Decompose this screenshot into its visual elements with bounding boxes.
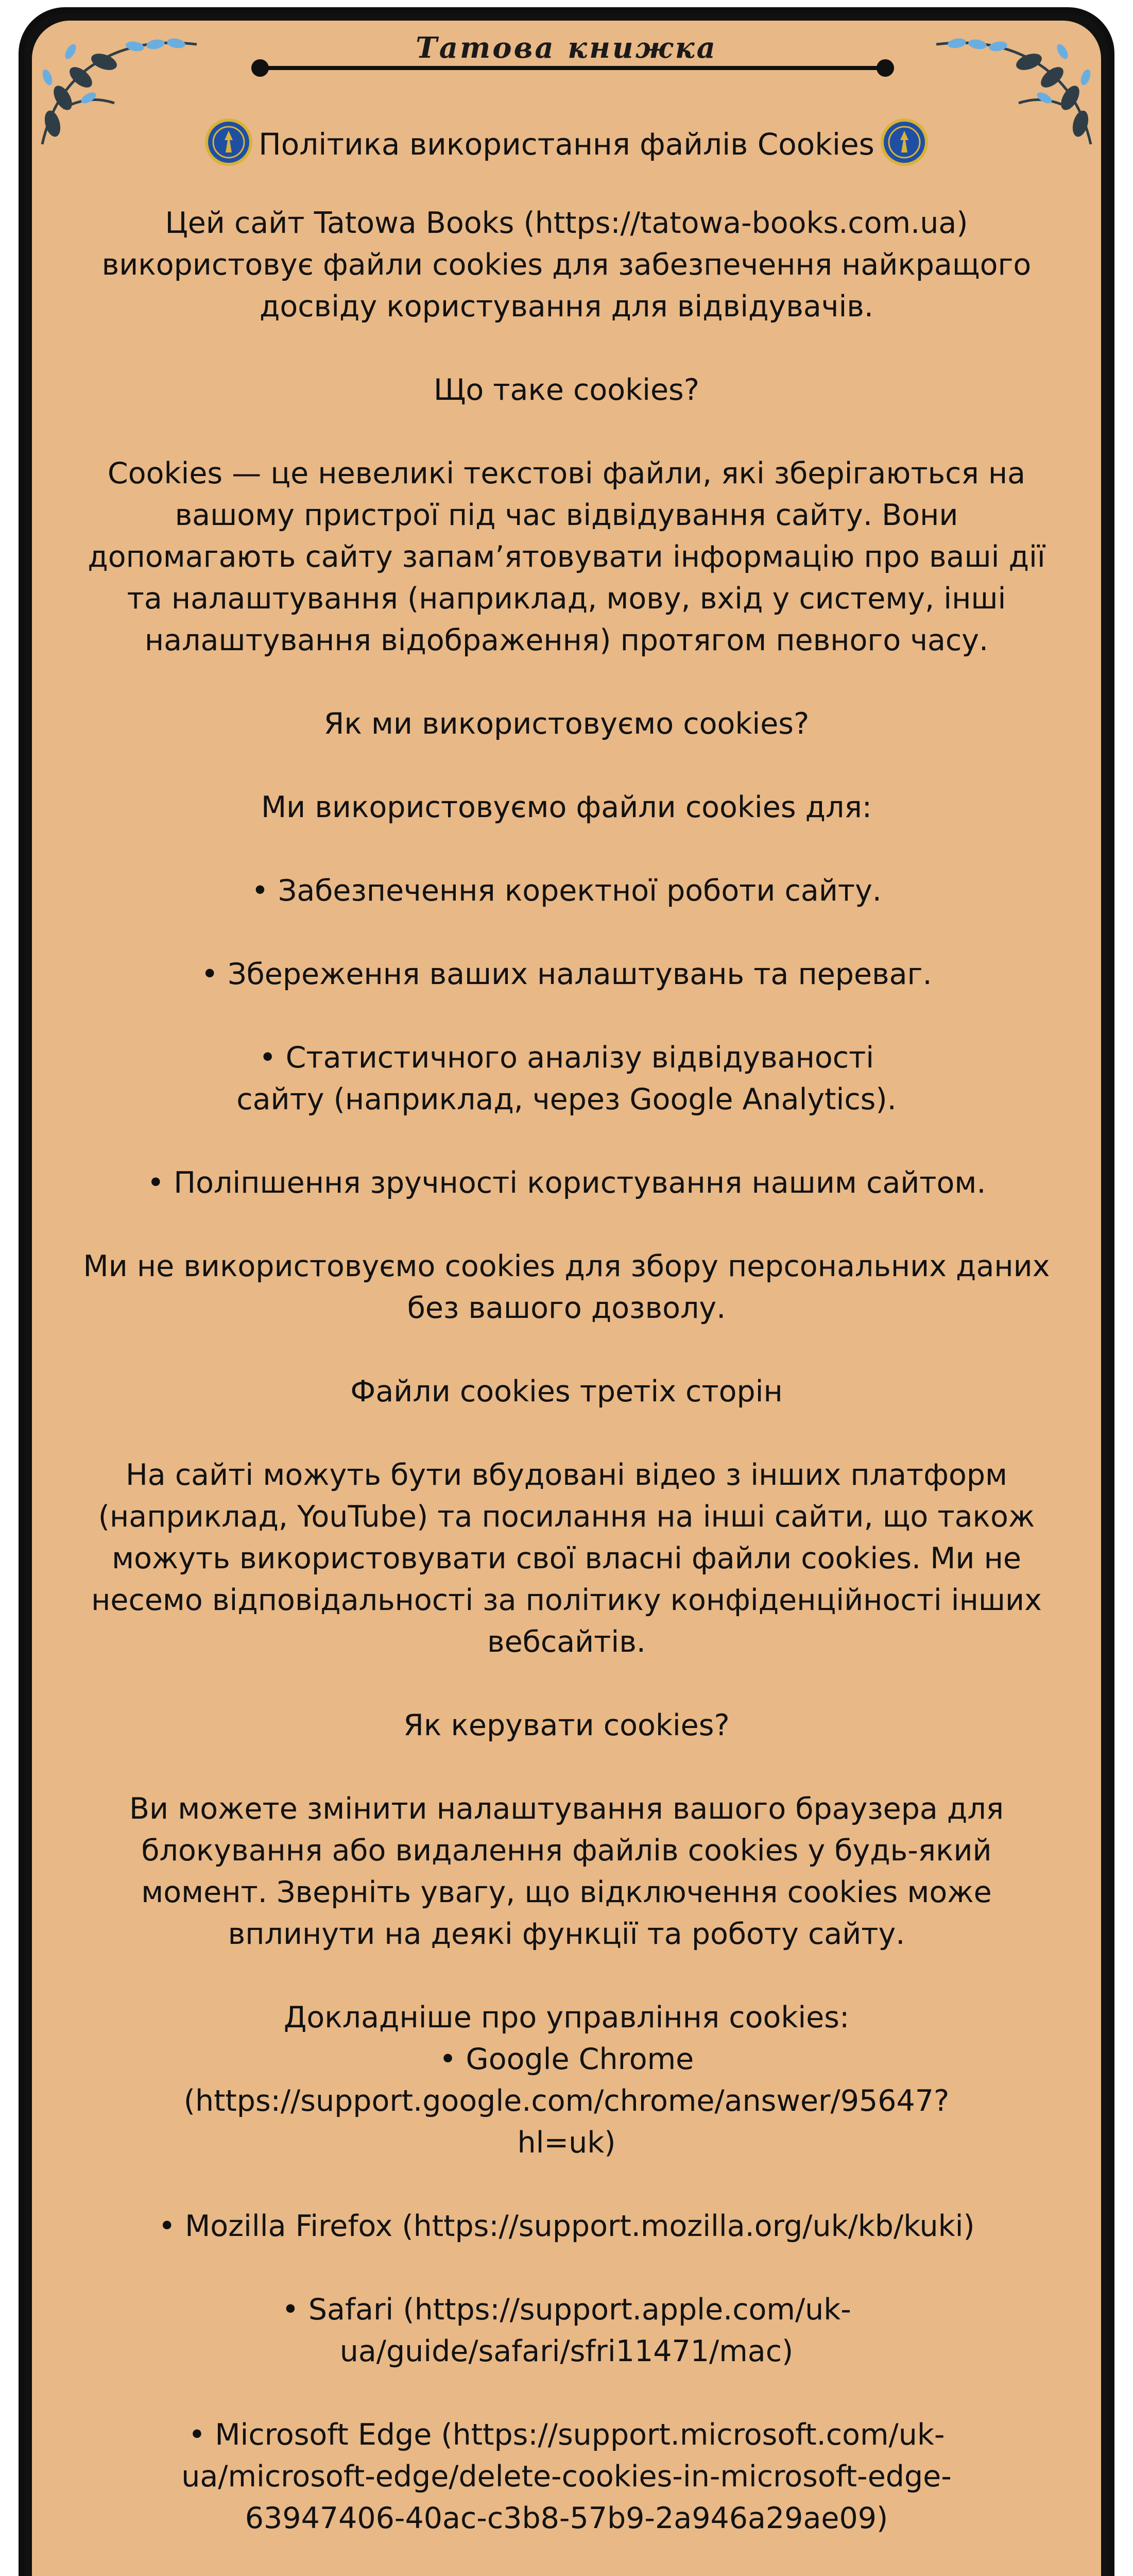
- browser-link-safari[interactable]: • Safari (https://support.apple.com/uk-ua/guide/safari/sfri11471/mac): [282, 2293, 851, 2368]
- section-heading-how: Як ми використовуємо cookies?: [323, 707, 810, 741]
- header-rule: [259, 66, 887, 70]
- section-heading-third-party: Файли cookies третіх сторін: [350, 1375, 783, 1409]
- section-text-no-personal: Ми не використовуємо cookies для збору персональних даних без вашого дозволу.: [83, 1249, 1050, 1325]
- list-item-use: • Поліпшення зручності користування нашим сайтом.: [147, 1166, 986, 1200]
- list-item-use: • Статистичного аналізу відвідуваності сайту (наприклад, через Google Analytics).: [236, 1041, 897, 1116]
- policy-title: Політика використання файлів Cookies: [259, 127, 874, 162]
- brand-title: Татова книжка: [416, 31, 717, 65]
- page-frame: [19, 7, 1114, 2576]
- list-item-use: • Забезпечення коректної роботи сайту.: [251, 874, 882, 908]
- section-heading-manage: Як керувати cookies?: [403, 1708, 730, 1742]
- page-background: [32, 21, 1101, 2576]
- section-text-how-intro: Ми використовуємо файли cookies для:: [261, 790, 872, 824]
- section-text-what: Cookies — це невеликі текстові файли, які зберігаються на вашому пристрої під час відвідування сайту. Вони допомагають сайту запам’ятовувати інформацію про ваші дії та налаштування (наприклад, мову, вхід у систему, інші налаштування відображення) протягом певного часу.: [88, 456, 1045, 657]
- policy-intro: Цей сайт Tatowa Books (https://tatowa-books.com.ua) використовує файли cookies для забезпечення найкращого досвіду користування для відвідувачів.: [101, 206, 1032, 324]
- section-heading-what: Що таке cookies?: [433, 373, 700, 407]
- section-text-third-party: На сайті можуть бути вбудовані відео з інших платформ (наприклад, YouTube) та посилання на інші сайти, що також можуть використовувати свої власні файли cookies. Ми не несемо відповідальності за політику конфіденційності інших вебсайтів.: [91, 1458, 1042, 1659]
- browser-link-firefox[interactable]: • Mozilla Firefox (https://support.mozilla.org/uk/kb/kuki): [158, 2209, 975, 2243]
- policy-content: [78, 124, 1055, 2576]
- list-item-use: • Збереження ваших налаштувань та переваг.: [201, 957, 932, 991]
- section-heading-more: Докладніше про управління cookies:: [283, 2001, 850, 2035]
- section-text-manage: Ви можете змінити налаштування вашого браузера для блокування або видалення файлів cookies у будь-який момент. Зверніть увагу, що відключення cookies може вплинути на деякі функції та роботу сайту.: [129, 1792, 1004, 1951]
- browser-link-edge[interactable]: • Microsoft Edge (https://support.microsoft.com/uk-ua/microsoft-edge/delete-cookies-in-microsoft-edge-63947406-40ac-c3b8-57b9-2a946a29ae09): [181, 2418, 952, 2535]
- browser-link-chrome[interactable]: • Google Chrome (https://support.google.com/chrome/answer/95647?hl=uk): [183, 2042, 950, 2160]
